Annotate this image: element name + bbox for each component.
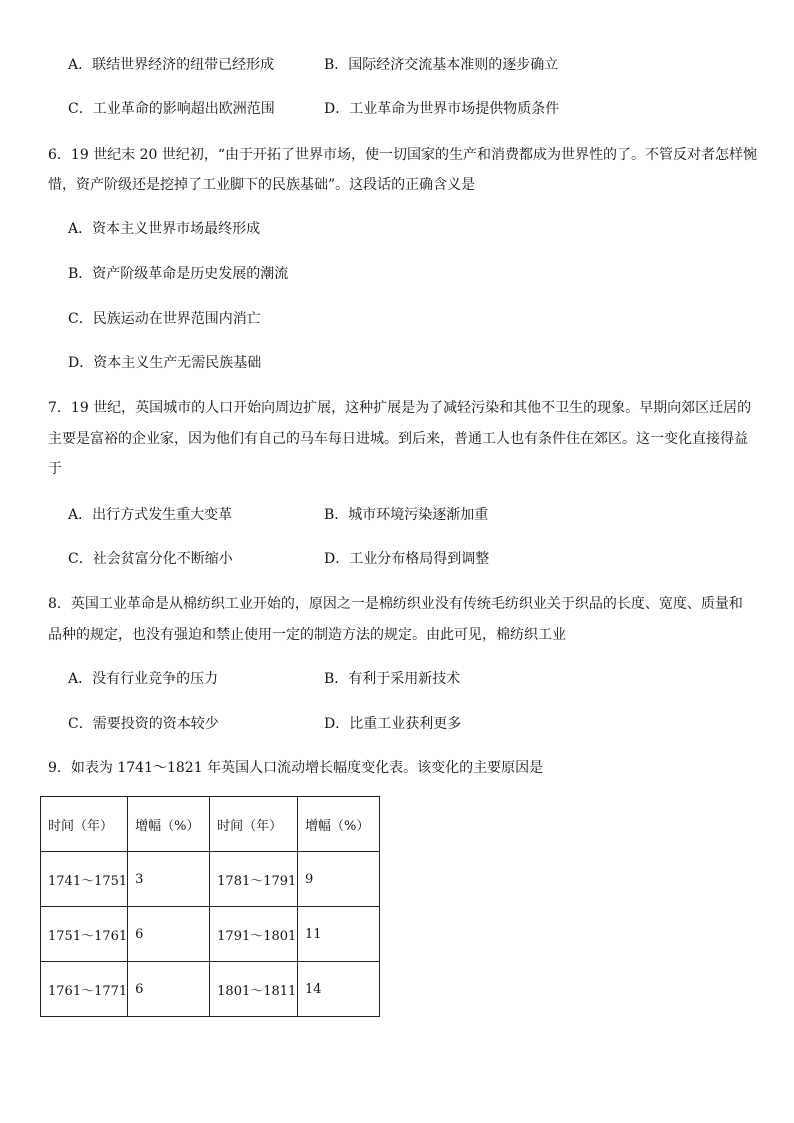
table-cell: 11: [298, 907, 380, 962]
table-header-cell: 时间（年）: [41, 797, 128, 852]
table-cell: 6: [128, 962, 210, 1017]
table-cell: 1781～1791: [210, 852, 298, 907]
q7-stem-line-1: 7．19 世纪，英国城市的人口开始向周边扩展，这种扩展是为了减轻污染和其他不卫生的现象。早期向郊区迁居的: [48, 400, 752, 416]
q7-option-c: C．社会贫富分化不断缩小: [68, 551, 233, 567]
table-cell: 1791～1801: [210, 907, 298, 962]
q6-option-b: B．资产阶级革命是历史发展的潮流: [68, 266, 289, 282]
q7-option-b: B．城市环境污染逐渐加重: [324, 507, 489, 523]
q6-option-a: A．资本主义世界市场最终形成: [68, 221, 261, 237]
q5-option-b: B．国际经济交流基本准则的逐步确立: [324, 57, 559, 73]
population-growth-table: [40, 796, 380, 1017]
table-header-cell: 增幅（%）: [298, 797, 380, 852]
table-cell: 3: [128, 852, 210, 907]
table-row: [41, 907, 380, 962]
q7-stem-line-2: 主要是富裕的企业家，因为他们有自己的马车每日进城。到后来，普通工人也有条件住在郊区。这一变化直接得益: [48, 431, 748, 447]
q8-option-a: A．没有行业竞争的压力: [68, 671, 219, 687]
q7-option-a: A．出行方式发生重大变革: [68, 507, 233, 523]
q7-option-d: D．工业分布格局得到调整: [324, 551, 490, 567]
q8-stem-line-2: 品种的规定，也没有强迫和禁止使用一定的制造方法的规定。由此可见，棉纺织工业: [48, 627, 566, 643]
table-cell: 1741～1751: [41, 852, 128, 907]
table-cell: 1751～1761: [41, 907, 128, 962]
q5-option-c: C．工业革命的影响超出欧洲范围: [68, 101, 275, 117]
q6-stem-line-1: 6．19 世纪末 20 世纪初，“由于开拓了世界市场，使一切国家的生产和消费都成为世界性的了。不管反对者怎样惋: [48, 147, 758, 163]
table-cell: 1801～1811: [210, 962, 298, 1017]
table-cell: 14: [298, 962, 380, 1017]
q8-option-d: D．比重工业获利更多: [324, 716, 462, 732]
q9-stem: 9．如表为 1741～1821 年英国人口流动增长幅度变化表。该变化的主要原因是: [48, 760, 544, 776]
table-row: [41, 962, 380, 1017]
q5-option-d: D．工业革命为世界市场提供物质条件: [324, 101, 560, 117]
table-header-cell: 增幅（%）: [128, 797, 210, 852]
table-header-cell: 时间（年）: [210, 797, 298, 852]
q8-option-c: C．需要投资的资本较少: [68, 716, 219, 732]
table-cell: 6: [128, 907, 210, 962]
q8-stem-line-1: 8．英国工业革命是从棉纺织工业开始的，原因之一是棉纺织业没有传统毛纺织业关于织品的长度、宽度、质量和: [48, 596, 743, 612]
q7-stem-line-3: 于: [48, 461, 62, 477]
q6-stem-line-2: 惜，资产阶级还是挖掉了工业脚下的民族基础”。这段话的正确含义是: [48, 177, 476, 193]
table-cell: 1761～1771: [41, 962, 128, 1017]
table-header-row: [41, 797, 380, 852]
table-row: [41, 852, 380, 907]
table-cell: 9: [298, 852, 380, 907]
q6-option-d: D．资本主义生产无需民族基础: [68, 355, 262, 371]
q5-option-a: A．联结世界经济的纽带已经形成: [68, 57, 275, 73]
q6-option-c: C．民族运动在世界范围内消亡: [68, 311, 261, 327]
q8-option-b: B．有利于采用新技术: [324, 671, 461, 687]
